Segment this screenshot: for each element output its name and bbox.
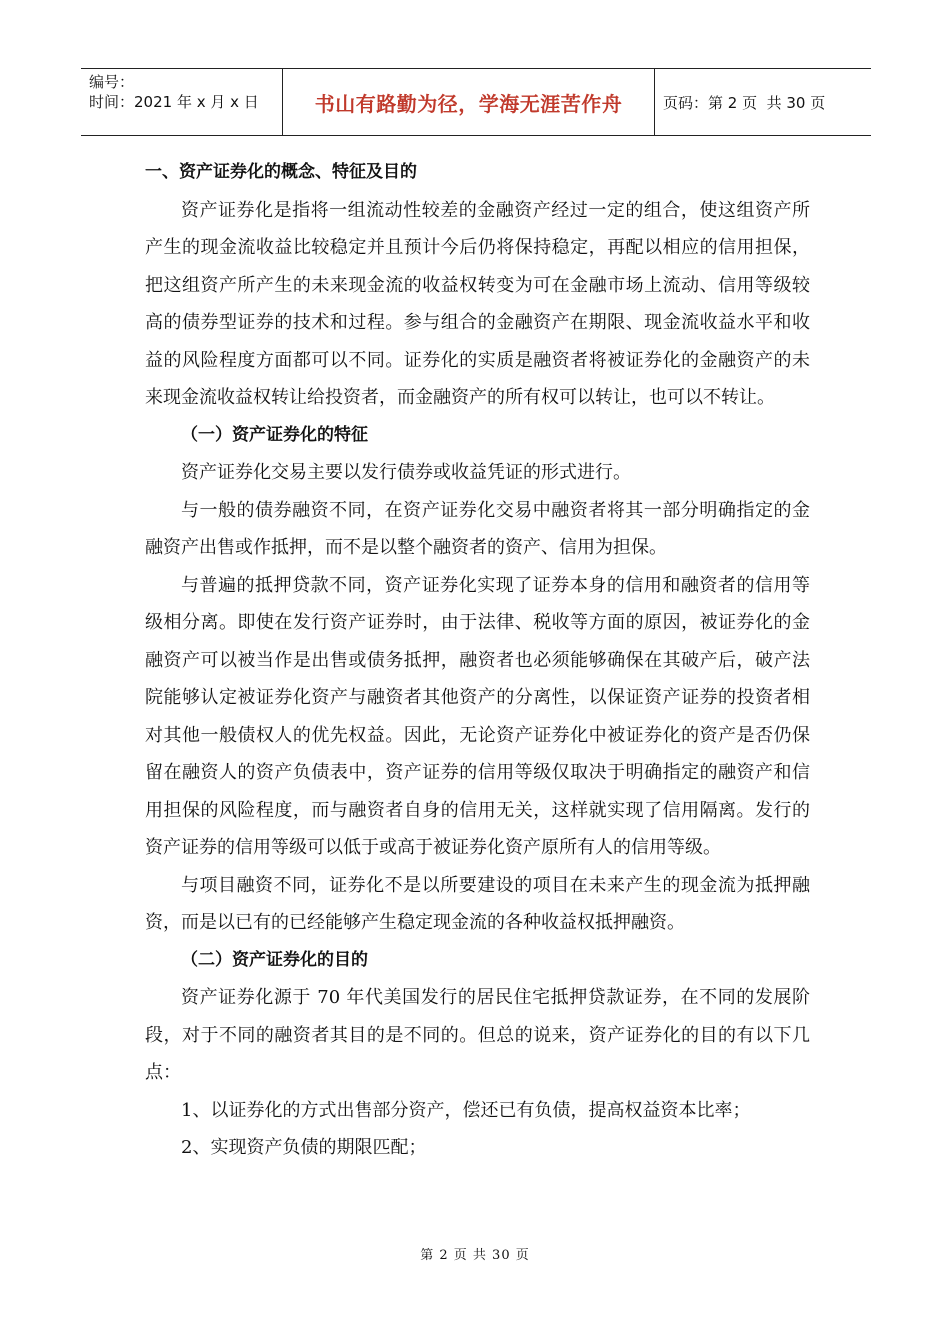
paragraph: 与一般的债券融资不同，在资产证券化交易中融资者将其一部分明确指定的金融资产出售或作抵押，而不是以整个融资者的资产、信用为担保。 bbox=[145, 499, 810, 558]
header-time-label: 时间：2021 年 x 月 x 日 bbox=[89, 93, 259, 111]
header-number-label: 编号： bbox=[89, 73, 135, 91]
paragraph: 与项目融资不同，证券化不是以所要建设的项目在未来产生的现金流为抵押融资，而是以已有的已经能够产生稳定现金流的各种收益权抵押融资。 bbox=[145, 874, 810, 933]
subsection-title-purpose: （二）资产证券化的目的 bbox=[181, 949, 368, 970]
page-footer bbox=[0, 1244, 950, 1263]
header-meta bbox=[81, 69, 283, 135]
subsection-title-features: （一）资产证券化的特征 bbox=[181, 424, 368, 445]
header-motto-text: 书山有路勤为径，学海无涯苦作舟 bbox=[314, 91, 623, 116]
section-title: 一、资产证券化的概念、特征及目的 bbox=[145, 162, 417, 182]
footer-page-number: 第 2 页 共 30 页 bbox=[420, 1248, 530, 1263]
intro-paragraph: 资产证券化是指将一组流动性较差的金融资产经过一定的组合，使这组资产所产生的现金流收益比较稳定并且预计今后仍将保持稳定，再配以相应的信用担保，把这组资产所产生的未来现金流的收益权转变为可在金融市场上流动、信用等级较高的债券型证券的技术和过程。参与组合的金融资产在期限、现金流收益水平和收益的风险程度方面都可以不同。证券化的实质是融资者将被证券化的金融资产的未来现金流收益权转让给投资者，而金融资产的所有权可以转让，也可以不转让。 bbox=[145, 199, 810, 408]
paragraph: 资产证券化交易主要以发行债券或收益凭证的形式进行。 bbox=[181, 462, 631, 483]
paragraph: 资产证券化源于 70 年代美国发行的居民住宅抵押贷款证券，在不同的发展阶段，对于不同的融资者其目的是不同的。但总的说来，资产证券化的目的有以下几点： bbox=[145, 987, 810, 1083]
header-page-info bbox=[655, 69, 871, 135]
document-header bbox=[81, 68, 871, 136]
document-body bbox=[145, 154, 810, 1167]
list-item: 2、实现资产负债的期限匹配； bbox=[181, 1137, 427, 1158]
header-page-label: 页码：第 2 页 共 30 页 bbox=[663, 93, 826, 112]
list-item: 1、以证券化的方式出售部分资产，偿还已有负债，提高权益资本比率； bbox=[181, 1099, 751, 1121]
header-motto bbox=[283, 69, 655, 135]
paragraph: 与普遍的抵押贷款不同，资产证券化实现了证券本身的信用和融资者的信用等级相分离。即使在发行资产证券时，由于法律、税收等方面的原因，被证券化的金融资产可以被当作是出售或债务抵押，融资者也必须能够确保在其破产后，破产法院能够认定被证券化资产与融资者其他资产的分离性，以保证资产证券的投资者相对其他一般债权人的优先权益。因此，无论资产证券化中被证券化的资产是否仍保留在融资人的资产负债表中，资产证券的信用等级仅取决于明确指定的融资产和信用担保的风险程度，而与融资者自身的信用无关，这样就实现了信用隔离。发行的资产证券的信用等级可以低于或高于被证券化资产原所有人的信用等级。 bbox=[145, 574, 810, 858]
